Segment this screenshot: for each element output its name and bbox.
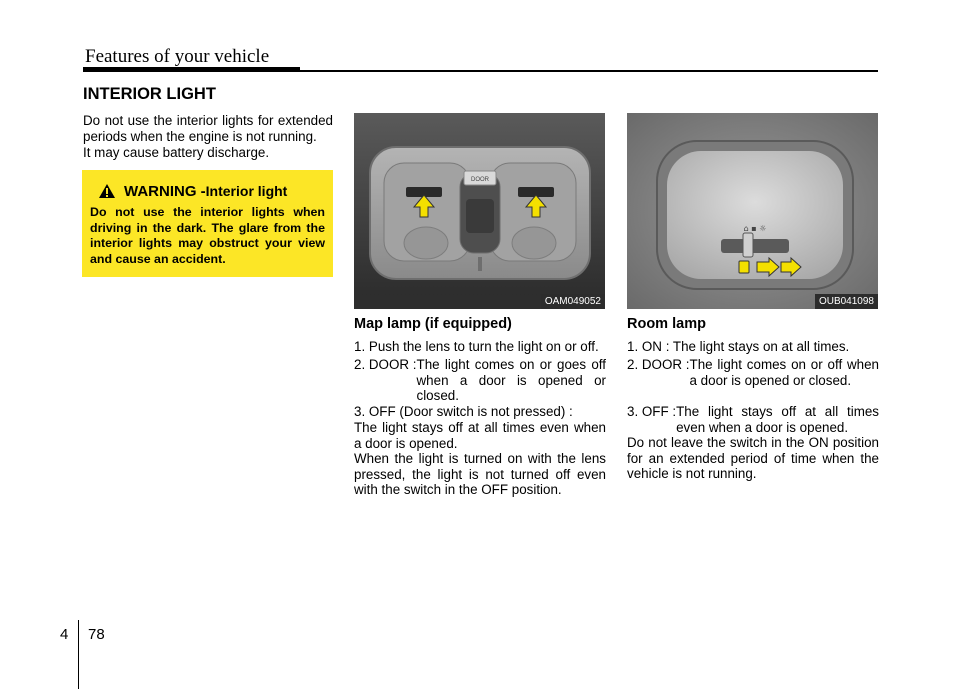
header-rule-thin [300,70,878,72]
warning-triangle-icon [98,183,116,199]
map-lamp-illustration [354,113,605,309]
svg-text:⌂ ▪ ☼: ⌂ ▪ ☼ [743,224,767,233]
map-photo-code: OAM049052 [541,294,605,309]
map-lamp-item-2 [354,357,606,404]
intro-paragraph: Do not use the interior lights for extended periods when the engine is not running. [83,113,333,144]
map-door-button-label: DOOR [471,177,489,183]
map-lamp-item-2-text: The light comes on or goes off when a door is opened or closed. [416,357,606,403]
warning-box [82,170,333,277]
page-header-title: Features of your vehicle [85,46,270,67]
room-lamp-item-3-label: 3. OFF : [627,404,677,419]
room-lamp-title: Room lamp [627,316,706,332]
warning-subtitle: Interior light [205,183,288,199]
room-lamp-item-3-text: The light stays off at all times even when a door is opened. [676,404,879,435]
room-lamp-photo [627,113,878,309]
map-lamp-item-3: 3. OFF (Door switch is not pressed) : [354,404,573,419]
room-lamp-item-2-label: 2. DOOR : [627,357,690,372]
room-lamp-item-2 [627,357,879,388]
map-lamp-paragraph-1: The light stays off at all times even when a door is opened. [354,420,606,451]
map-lamp-paragraph-2: When the light is turned on with the lens pressed, the light is not turned off even with the switch in the OFF position. [354,451,606,497]
chapter-number: 4 [60,626,69,643]
map-lamp-item-2-label: 2. DOOR : [354,357,417,372]
page-number-divider [78,620,79,689]
room-lamp-item-1: 1. ON : The light stays on at all times. [627,339,850,354]
intro-note: It may cause battery discharge. [83,145,270,160]
room-lamp-paragraph-1: Do not leave the switch in the ON position for an extended period of time when the vehicle is not running. [627,435,879,481]
room-lamp-item-3 [627,404,879,435]
room-lamp-item-2-text: The light comes on or off when a door is opened or closed. [689,357,879,388]
map-lamp-photo [354,113,605,309]
header-rule-thick [83,67,300,72]
room-lamp-illustration [627,113,878,309]
warning-header [98,180,325,202]
map-lamp-item-1: 1. Push the lens to turn the light on or off. [354,339,599,354]
page-number: 78 [88,626,105,643]
warning-text: Do not use the interior lights when driving in the dark. The glare from the interior lights may obstruct your view and cause an accident. [90,205,325,266]
warning-title: WARNING - [124,182,206,200]
section-title: INTERIOR LIGHT [83,85,216,103]
room-photo-code: OUB041098 [815,294,878,309]
map-lamp-title: Map lamp (if equipped) [354,316,512,332]
